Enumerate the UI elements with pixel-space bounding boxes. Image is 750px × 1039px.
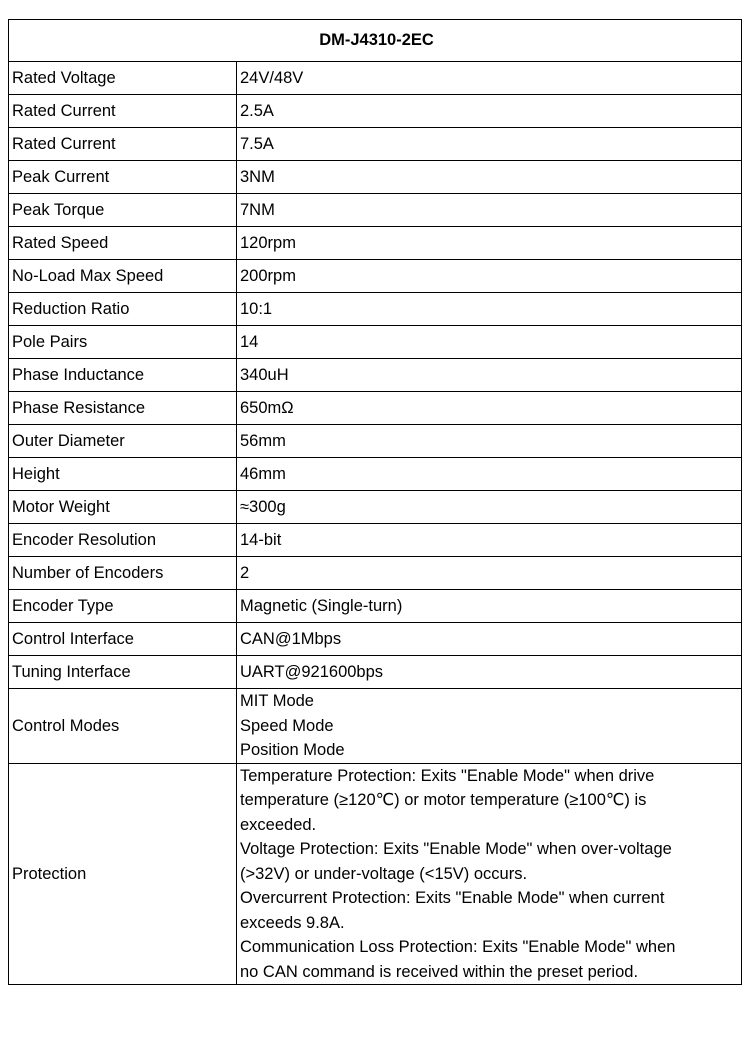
control-mode-line: MIT Mode <box>240 692 314 710</box>
row-value: CAN@1Mbps <box>237 623 742 656</box>
protection-line: exceeds 9.8A. <box>240 913 345 932</box>
row-label: Motor Weight <box>9 491 237 524</box>
row-label: Pole Pairs <box>9 326 237 359</box>
row-value: UART@921600bps <box>237 656 742 689</box>
table-row <box>9 293 742 326</box>
table-row <box>9 62 742 95</box>
row-value: 56mm <box>237 425 742 458</box>
protection-row <box>9 763 742 985</box>
row-value: 10:1 <box>237 293 742 326</box>
table-row <box>9 359 742 392</box>
table-row <box>9 227 742 260</box>
protection-line: temperature (≥120℃) or motor temperature (≥100℃) is <box>240 791 647 809</box>
table-row <box>9 128 742 161</box>
table-row <box>9 194 742 227</box>
row-value: 200rpm <box>237 260 742 293</box>
protection-label: Protection <box>9 763 237 985</box>
protection-line: Temperature Protection: Exits "Enable Mode" when drive <box>240 766 655 785</box>
control-modes-value <box>237 689 742 764</box>
table-row <box>9 491 742 524</box>
row-label: Peak Torque <box>9 194 237 227</box>
table-row <box>9 458 742 491</box>
row-label: Outer Diameter <box>9 425 237 458</box>
row-label: Rated Speed <box>9 227 237 260</box>
row-value: 46mm <box>237 458 742 491</box>
control-mode-line: Position Mode <box>240 741 345 759</box>
row-value: Magnetic (Single-turn) <box>237 590 742 623</box>
table-row <box>9 392 742 425</box>
row-label: Rated Current <box>9 95 237 128</box>
row-label: Peak Current <box>9 161 237 194</box>
row-label: Control Interface <box>9 623 237 656</box>
row-value: 14-bit <box>237 524 742 557</box>
protection-line: Voltage Protection: Exits "Enable Mode" when over-voltage <box>240 840 672 858</box>
spec-table <box>8 19 742 985</box>
table-row <box>9 326 742 359</box>
table-row <box>9 590 742 623</box>
protection-value <box>237 763 742 985</box>
row-value: 2.5A <box>237 95 742 128</box>
row-value: 120rpm <box>237 227 742 260</box>
protection-line: no CAN command is received within the preset period. <box>240 962 639 981</box>
control-modes-label: Control Modes <box>9 689 237 764</box>
table-row <box>9 161 742 194</box>
table-row <box>9 524 742 557</box>
row-label: Reduction Ratio <box>9 293 237 326</box>
control-mode-line: Speed Mode <box>240 716 334 735</box>
table-row <box>9 95 742 128</box>
row-value: 7.5A <box>237 128 742 161</box>
row-value: 24V/48V <box>237 62 742 95</box>
row-value: 650mΩ <box>237 392 742 425</box>
table-row <box>9 623 742 656</box>
row-value: 14 <box>237 326 742 359</box>
row-label: Phase Resistance <box>9 392 237 425</box>
row-label: No-Load Max Speed <box>9 260 237 293</box>
row-value: 7NM <box>237 194 742 227</box>
row-value: 3NM <box>237 161 742 194</box>
row-label: Encoder Resolution <box>9 524 237 557</box>
protection-line: (>32V) or under-voltage (<15V) occurs. <box>240 864 528 883</box>
table-title: DM-J4310-2EC <box>9 20 742 62</box>
row-label: Tuning Interface <box>9 656 237 689</box>
protection-line: Overcurrent Protection: Exits "Enable Mode" when current <box>240 889 665 907</box>
table-row <box>9 656 742 689</box>
protection-line: Communication Loss Protection: Exits "Enable Mode" when <box>240 938 676 956</box>
table-row <box>9 260 742 293</box>
protection-line: exceeded. <box>240 815 317 834</box>
row-label: Height <box>9 458 237 491</box>
row-label: Rated Current <box>9 128 237 161</box>
table-row <box>9 425 742 458</box>
control-modes-row <box>9 689 742 764</box>
row-value: ≈300g <box>237 491 742 524</box>
row-label: Phase Inductance <box>9 359 237 392</box>
row-value: 2 <box>237 557 742 590</box>
row-label: Number of Encoders <box>9 557 237 590</box>
row-value: 340uH <box>237 359 742 392</box>
row-label: Rated Voltage <box>9 62 237 95</box>
row-label: Encoder Type <box>9 590 237 623</box>
title-row <box>9 20 742 62</box>
table-row <box>9 557 742 590</box>
